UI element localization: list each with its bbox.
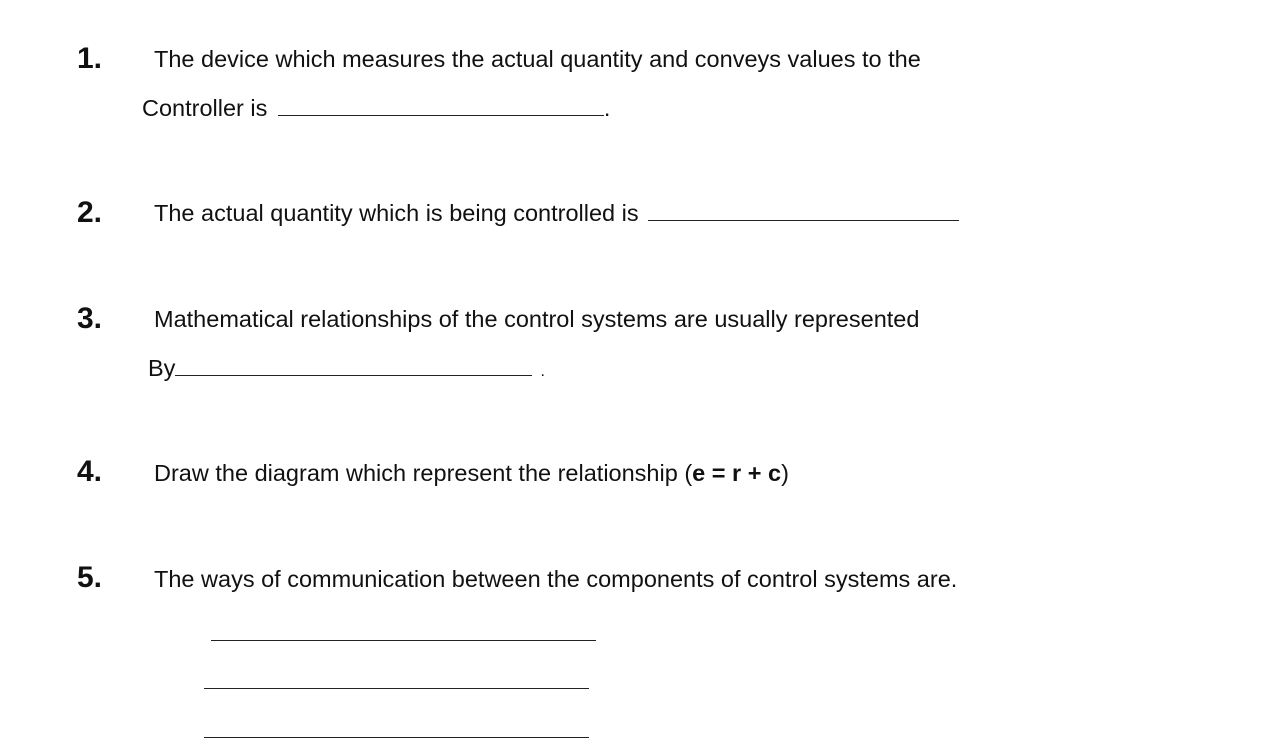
answer-blank-3[interactable] bbox=[204, 737, 589, 738]
question-text-continued bbox=[142, 97, 610, 121]
question-number: 4. bbox=[77, 455, 103, 488]
question-number: 3. bbox=[77, 302, 103, 335]
question-number: 2. bbox=[77, 196, 103, 229]
answer-blank[interactable] bbox=[648, 202, 959, 221]
answer-blank[interactable] bbox=[175, 357, 532, 376]
equation-e: e bbox=[692, 460, 706, 486]
question-text bbox=[154, 462, 789, 486]
question-text-prefix: Draw the diagram which represent the relationship ( bbox=[154, 460, 693, 486]
question-text-suffix: . bbox=[603, 95, 611, 121]
equation-equals: = bbox=[705, 460, 733, 486]
answer-blank[interactable] bbox=[278, 97, 604, 116]
equation-c: c bbox=[767, 460, 782, 486]
question-text: The device which measures the actual quantity and conveys values to the bbox=[154, 46, 921, 72]
equation-plus: + bbox=[741, 460, 768, 486]
question-number: 5. bbox=[77, 561, 103, 594]
answer-blank-1[interactable] bbox=[211, 640, 596, 641]
question-text bbox=[154, 202, 959, 226]
equation-r: r bbox=[732, 460, 742, 486]
question-text-continued bbox=[148, 357, 545, 381]
question-text: The ways of communication between the components of control systems are. bbox=[154, 566, 958, 592]
question-text-suffix: . bbox=[540, 363, 545, 380]
question-number: 1. bbox=[77, 42, 103, 75]
question-text-prefix: By bbox=[148, 355, 176, 381]
answer-blank-2[interactable] bbox=[204, 688, 589, 689]
question-text: Mathematical relationships of the control systems are usually represented bbox=[154, 306, 920, 332]
question-text-prefix: Controller is bbox=[142, 95, 268, 121]
question-text-prefix: The actual quantity which is being controlled is bbox=[154, 200, 639, 226]
question-text-suffix: ) bbox=[781, 460, 789, 486]
